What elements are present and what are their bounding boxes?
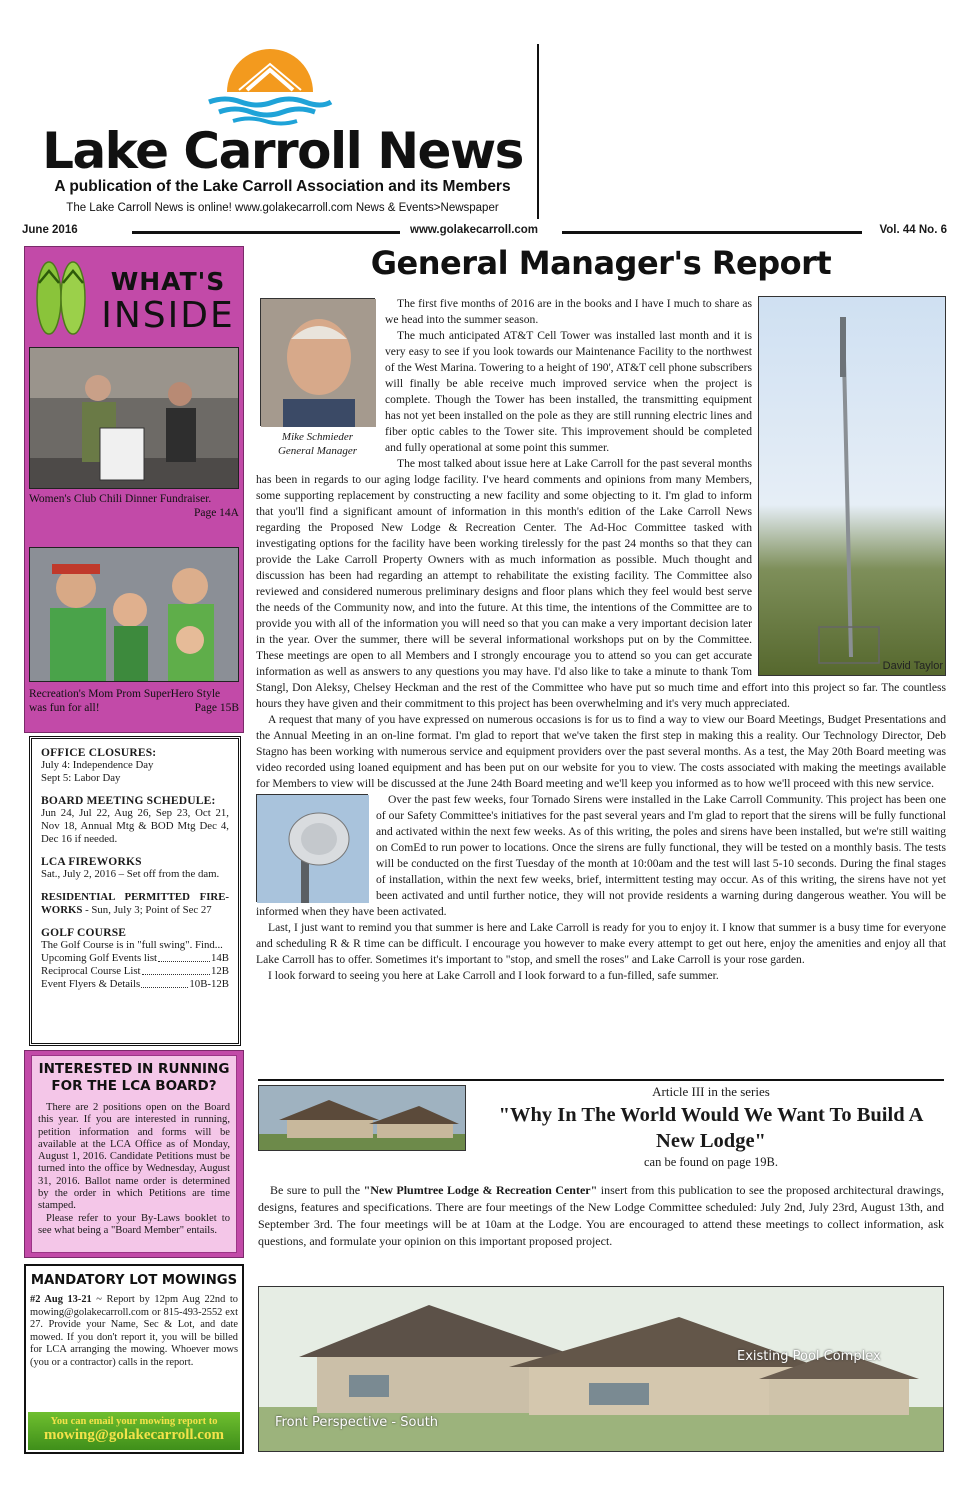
article-paragraph: I look forward to seeing you here at Lake Carroll and I look forward to a fun-filled, safe summer. [268,969,719,982]
general-manager-caption [260,430,375,458]
caption-chili-dinner-text: Women's Club Chili Dinner Fundraiser. [29,493,212,505]
dateline-rule-right [562,231,862,234]
render-label-pool: Existing Pool Complex [737,1349,881,1364]
golf-item-label: Upcoming Golf Events list [41,952,158,964]
whats-inside-title-top: WHAT'S [110,267,226,296]
article-headline: General Manager's Report [370,244,832,282]
issue-date: June 2016 [22,224,78,236]
golf-item-label: Reciprocal Course List [41,965,141,977]
general-manager-photo [260,298,375,426]
lodge-article-title: "Why In The World Would We Want To Build A New Lodge" [498,1104,924,1152]
fireworks-text: Sat., July 2, 2016 – Set off from the dam. [41,868,220,880]
caption-chili-dinner-page: Page 14A [193,507,239,519]
fireworks-heading: LCA FIREWORKS [41,856,142,868]
general-manager-name: Mike Schmieder [281,431,354,443]
whats-inside-box [24,246,244,733]
flip-flops-icon [31,253,91,339]
lodge-insert-name: "New Plumtree Lodge & Recreation Center" [363,1183,598,1197]
golf-item-page: 10B-12B [189,978,229,990]
office-closure-item: July 4: Independence Day [41,759,154,771]
golf-heading: GOLF COURSE [41,927,127,939]
mowing-body [26,1294,242,1370]
office-closure-item: Sept 5: Labor Day [41,772,121,784]
article-paragraph: A request that many of you have expressed on numerous occasions is for us to find a way to view our Board Meetings, Budget Presentations and the Annual Meeting in an on-line format. I'm glad to report that we've taken the first step in making this a reality. Our Technology Director, Deb Stagno has been working with numerous service and equipment providers over the past several months. As a test, the May 20th Board meeting was video recorded using loaned equipment and has been put on our website for you to view. The costs associated with making the meetings available for Members to view will be discussed at the June 24th Board meeting and we'll keep you informed as to how we'll proceed with this new service. [256,713,946,790]
tagline: A publication of the Lake Carroll Association and its Members [54,178,511,195]
lodge-section-rule [258,1079,944,1081]
article-paragraph: The much anticipated AT&T Cell Tower was installed last month and it is very easy to see if you look towards our Maintenance Facility to the northwest of the West Marina. Towering to a height of 190', AT&T cell phone subscribers will finally be able receive much improved service when the project is complete. Though the Tower has been installed, the transmitting equipment has not yet been installed on the pole as they are still running electric lines and fiber optic cables to the Tower site. This improvement should be completed and fully operational at some point this summer. [385,329,752,454]
online-notice: The Lake Carroll News is online! www.golakecarroll.com News & Events>Newspaper [66,202,499,214]
photo-credit: David Taylor [882,660,943,672]
tornado-siren-art [257,795,369,903]
paper-title: Lake Carroll News [42,122,523,180]
sidebar [24,246,244,1456]
series-label: Article III in the series [652,1084,770,1099]
mowing-email-link[interactable]: mowing@golakecarroll.com [44,1427,224,1443]
golf-item-page: 12B [211,965,229,977]
whats-inside-title-bottom: INSIDE [101,295,235,336]
lodge-page-reference: can be found on page 19B. [644,1155,778,1169]
board-meeting-dates: Jun 24, Jul 22, Aug 26, Sep 23, Oct 21, Nov 18, Annual Mtg & BOD Mtg Dec 4, Dec 16 if needed. [41,807,229,845]
board-meeting-heading: BOARD MEETING SCHEDULE: [41,795,216,807]
article-paragraph: Over the past few weeks, four Tornado Sirens were installed in the Lake Carroll Community. This project has been one of our Safety Committee's initiatives for the past several years and I'm glad to report that the sirens will be fully functional and activated within the next few weeks. As of this writing, the poles and sirens have been installed, but we're still waiting on ComEd to run power to locations. Once the sirens are fully functional, they will be tested on a monthly basis. The tests will be conducted on the first Tuesday of the month at 10:00am and the test will last 5-10 seconds. During the final stages of installation, within the next few weeks, brief, intermittent testing may occur. As of this writing, the sirens have not yet been activated and until further notice, they will not provide residents a warning during dangerous weather. You will be informed when they have been activated. [256,793,946,918]
article-paragraph: The most talked about issue here at Lake Carroll for the past several months has been in regards to our aging lodge facility. I've heard comments and opinions from many Members, some supporting replacement by constructing a new facility and some objecting to it. I'm glad to inform that you'll find a significant amount of information in this month's edition of the Lake Carroll News regarding the Proposed New Lodge & Recreation Center. The Ad-Hoc Committee tasked with investigating options for the facility have been working tirelessly for the past 24 months so that they can provide the Lake Carroll Property Owners with as much information as possible. Much thought and discussion has been had regarding an attempt to rehabilitate the existing facility. The Committee also reviewed and considered numerous preliminary designs and floor plans which they feel would best serve the needs of the Community now, and into the future. At this time, the intentions of the Committee are to provide you with all of the information you will need so that you can make a very important decision later in the year. Over the summer, there will be several informational workshops put on by the Committee. These meetings are open to all Members and I strongly encourage you to attend so you can get accurate information as well as answers to any questions you may have. I'd also like to take a minute to thank Tom Stangl, Don Aleksy, Chelsey Heckman and the rest of the Committee who have put so much time and effort into this project so far. The countless hours they have given and their commitment to this project has been overwhelming and it's very much appreciated. [256,457,946,710]
dateline-rule-left [132,231,400,234]
lodge-text-after: insert from this publication to see the proposed architectural drawings, designs, features and specifications. There are four meetings of the New Lodge Committee scheduled: July 2nd, July 23rd, August 13th, and September 3rd. The four meetings will be at 10am at the Lodge. You are encouraged to attend these meetings to collect information, ask questions, and formulate your opinion on this important proposed project. [258,1183,944,1248]
render-label-front: Front Perspective - South [275,1415,439,1430]
lca-board-box [24,1050,244,1258]
lca-board-heading: INTERESTED IN RUNNING FOR THE LCA BOARD? [38,1061,230,1094]
caption-chili-dinner [29,492,239,520]
lodge-body [258,1182,944,1250]
lodge-thumbnail-art [259,1086,466,1151]
mowing-email-prompt: You can email your mowing report to [50,1416,218,1427]
cell-tower-art [759,297,947,677]
mowing-heading: MANDATORY LOT MOWINGS [30,1273,238,1288]
mom-prom-photo-art [30,548,239,682]
lca-board-body [38,1102,230,1237]
article-paragraph: The first five months of 2016 are in the books and I have I much to share as we head into the summer season. [385,297,752,326]
lca-board-paragraph: Please refer to your By-Laws booklet to see what being a "Board Member" entails. [38,1212,230,1236]
lca-board-inner [31,1055,237,1253]
mowing-dates: #2 Aug 13-21 [30,1294,92,1305]
lca-board-paragraph: There are 2 positions open on the Board this year. If you are interested in running, petition information and forms will be available at the LCA Office as of Monday, August 1, 2016. Candidate Petitions must be turned into the office by Wednesday, August 31, 2016. Ballot name order is determined by the order in which Petitions are time stamped. [38,1102,230,1212]
sunset-lake-logo-icon [205,40,335,126]
whats-inside-heading [29,251,239,343]
mowing-email-banner [28,1412,240,1450]
lodge-rendering [258,1286,944,1452]
info-box [29,736,241,1046]
general-manager-portrait-art [261,299,376,427]
golf-item [41,965,229,978]
dateline [22,224,947,240]
lodge-text-before: Be sure to pull the [270,1183,364,1197]
caption-mom-prom-text: Recreation's Mom Prom SuperHero Style was fun for all! [29,688,221,714]
residential-fireworks-heading: RESIDENTIAL PERMITTED FIRE-WORKS [41,891,229,916]
golf-item [41,952,229,965]
general-manager-title: General Manager [277,445,358,457]
golf-item-label: Event Flyers & Details [41,978,141,990]
mowing-box [24,1264,244,1454]
golf-intro: The Golf Course is in "full swing". Find... [41,939,223,951]
dateline-website[interactable]: www.golakecarroll.com [410,224,539,236]
masthead-divider [537,44,539,219]
residential-fireworks-text: - Sun, July 3; Point of Sec 27 [82,904,212,916]
cell-tower-photo [758,296,946,676]
lodge-thumbnail [258,1085,466,1151]
mowing-text: ~ Report by 12pm Aug 22nd to mowing@golakecarroll.com or 815-493-2552 ext 27. Provide your Name, Sec & Lot, and date mowed. If you don't report it, you will be billed for LCA arranging the mowing. Whoever mows (you or a contractor) calls in the report. [30,1294,238,1368]
residential-fireworks [41,891,229,917]
mom-prom-photo [29,547,239,682]
lodge-paragraph [258,1182,944,1250]
chili-dinner-photo-art [30,348,239,489]
article-body [256,296,946,984]
volume-number: Vol. 44 No. 6 [879,224,947,236]
masthead [0,0,968,240]
golf-item [41,978,229,991]
golf-item-page: 14B [211,952,229,964]
article-paragraph: Last, I just want to remind you that summer is here and Lake Carroll is ready for you to enjoy it. I know that summer is a busy time for everyone and scheduling R & R time can be difficult. I encourage you however to make every attempt to get out here, enjoy the amenities and enjoy all that Lake Carroll has to offer. Sometimes it's important to "stop, and smell the roses" and Lake Carroll is your rose garden. [256,921,946,966]
office-closures-heading: OFFICE CLOSURES: [41,747,157,759]
tornado-siren-photo [256,794,368,902]
chili-dinner-photo [29,347,239,489]
caption-mom-prom-page: Page 15B [194,702,239,714]
